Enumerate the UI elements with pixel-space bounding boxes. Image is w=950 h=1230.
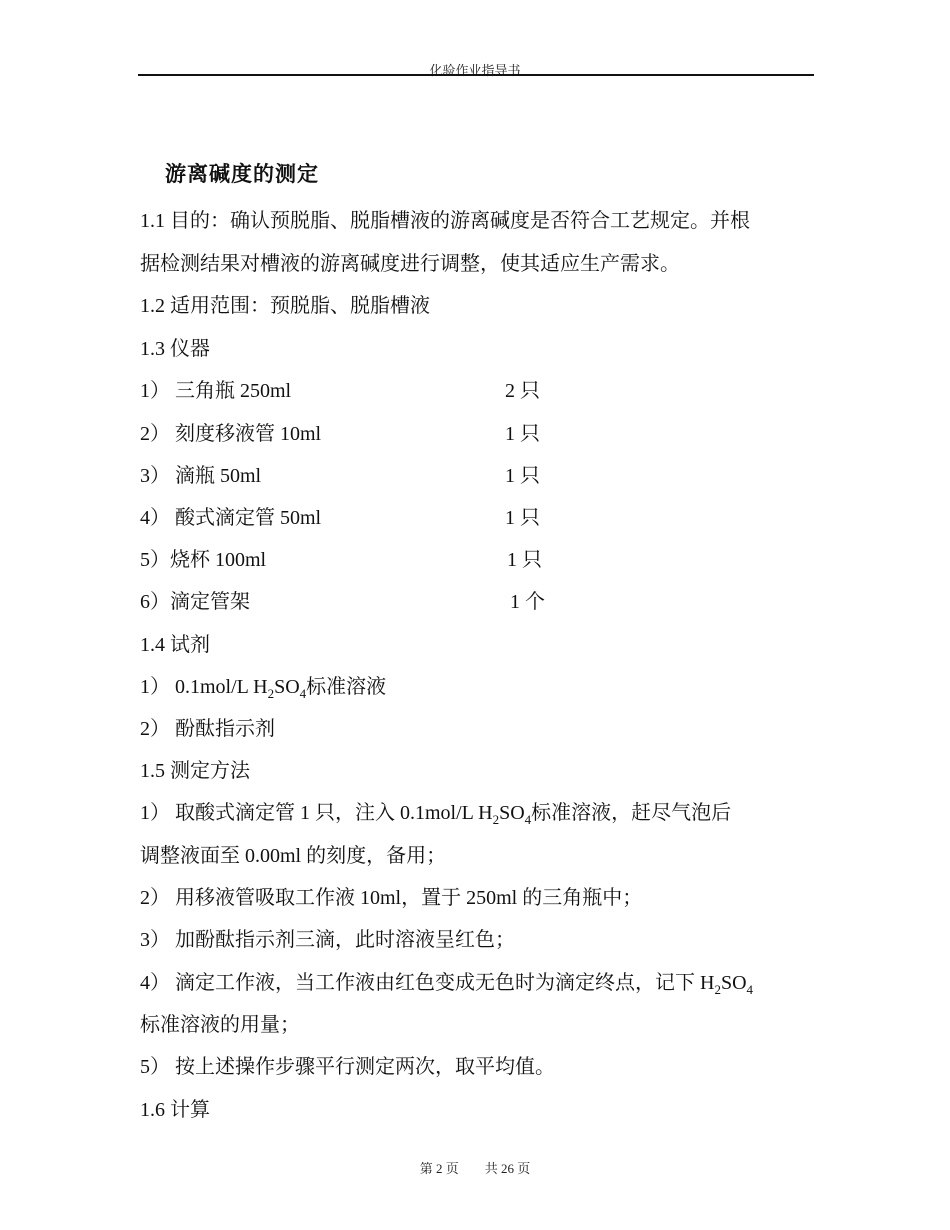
header-rule xyxy=(138,74,814,76)
purpose-line-1: 1.1 目的：确认预脱脂、脱脂槽液的游离碱度是否符合工艺规定。并根 xyxy=(140,210,750,232)
purpose-line-2: 据检测结果对槽液的游离碱度进行调整，使其适应生产需求。 xyxy=(140,253,680,275)
calculation-heading: 1.6 计算 xyxy=(140,1099,210,1121)
instrument-qty: 1 只 xyxy=(507,549,542,571)
reagent-text: SO xyxy=(274,676,300,698)
step-text: 4） 滴定工作液，当工作液由红色变成无色时为滴定终点，记下 H xyxy=(140,972,715,994)
page-total: 共 26 页 xyxy=(484,1161,531,1176)
instrument-item: 1） 三角瓶 250ml xyxy=(140,380,292,402)
subscript: 2 xyxy=(492,812,500,827)
reagents-heading: 1.4 试剂 xyxy=(140,634,210,656)
reagent-item: 2） 酚酞指示剂 xyxy=(140,718,275,740)
instrument-qty: 2 只 xyxy=(505,380,540,402)
method-step xyxy=(140,969,753,997)
instrument-item: 5）烧杯 100ml xyxy=(140,549,267,571)
step-text: 标准溶液，赶尽气泡后 xyxy=(531,802,732,824)
section-title: 游离碱度的测定 xyxy=(165,162,319,186)
method-heading: 1.5 测定方法 xyxy=(140,760,250,782)
scope-line: 1.2 适用范围：预脱脂、脱脂槽液 xyxy=(140,295,430,317)
step-text: 1） 取酸式滴定管 1 只，注入 0.1mol/L H xyxy=(140,802,493,824)
method-step-continued: 标准溶液的用量； xyxy=(140,1014,300,1036)
subscript: 2 xyxy=(714,982,721,997)
method-step-continued: 调整液面至 0.00ml 的刻度，备用； xyxy=(140,845,447,867)
instrument-qty: 1 只 xyxy=(505,507,540,529)
instrument-item: 4） 酸式滴定管 50ml xyxy=(140,507,322,529)
method-step: 5） 按上述操作步骤平行测定两次，取平均值。 xyxy=(140,1056,555,1078)
instruments-heading: 1.3 仪器 xyxy=(140,338,210,360)
page-number: 第 2 页 xyxy=(419,1161,459,1176)
instrument-item: 6）滴定管架 xyxy=(140,591,250,613)
subscript: 4 xyxy=(746,982,754,997)
method-step: 2） 用移液管吸取工作液 10ml，置于 250ml 的三角瓶中； xyxy=(140,887,643,909)
method-step: 3） 加酚酞指示剂三滴，此时溶液呈红色； xyxy=(140,929,515,951)
instrument-item: 2） 刻度移液管 10ml xyxy=(140,423,322,445)
subscript: 4 xyxy=(524,812,532,827)
reagent-item xyxy=(140,673,386,701)
reagent-text: 标准溶液 xyxy=(306,676,387,698)
subscript: 2 xyxy=(267,686,275,701)
method-step xyxy=(140,799,731,827)
step-text: SO xyxy=(499,802,525,824)
instrument-qty: 1 个 xyxy=(510,591,545,613)
instrument-qty: 1 只 xyxy=(505,423,540,445)
instrument-qty: 1 只 xyxy=(505,465,540,487)
reagent-text: 1） 0.1mol/L H xyxy=(140,676,268,698)
subscript: 4 xyxy=(299,686,307,701)
page-footer xyxy=(0,1158,950,1177)
running-header: 化验作业指导书 xyxy=(429,63,521,78)
step-text: SO xyxy=(720,972,747,994)
instrument-item: 3） 滴瓶 50ml xyxy=(140,465,262,487)
